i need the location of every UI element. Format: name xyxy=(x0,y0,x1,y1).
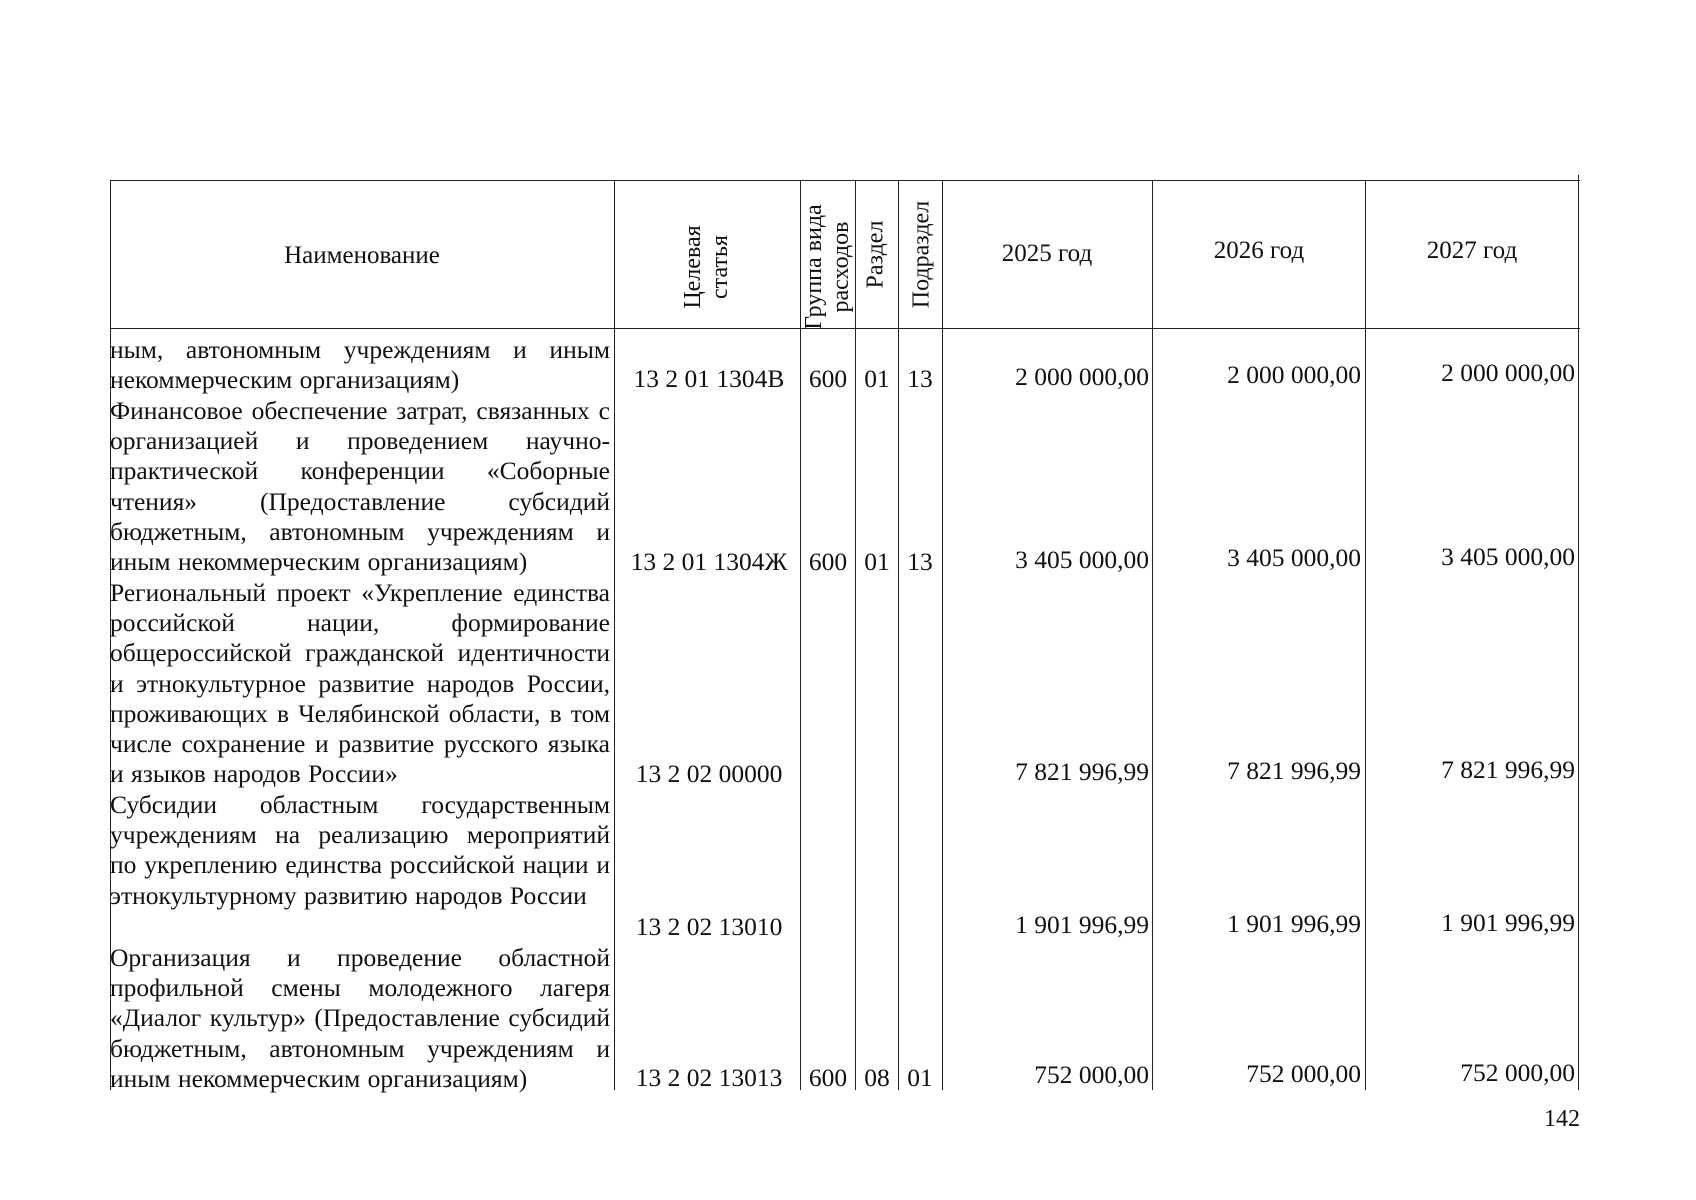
col-border-right xyxy=(1578,175,1579,1090)
row-subsection-5: 01 xyxy=(907,1063,933,1092)
row-group-5: 600 xyxy=(808,1063,848,1092)
row-2026-4: 1 901 996,99 xyxy=(1227,909,1361,938)
row-2027-2: 3 405 000,00 xyxy=(1441,542,1575,571)
row-2026-3: 7 821 996,99 xyxy=(1227,756,1361,785)
header-code: Целевая статья xyxy=(680,225,733,309)
col-border-name xyxy=(614,180,615,1090)
row-group-2: 600 xyxy=(808,547,848,576)
header-2025: 2025 год xyxy=(1001,240,1093,267)
row-code-5: 13 2 02 13013 xyxy=(635,1063,783,1092)
row-2025-4: 1 901 996,99 xyxy=(1015,910,1149,939)
row-2027-4: 1 901 996,99 xyxy=(1441,908,1575,937)
row-name-5: Организация и проведение областной профильной смены молодежного лагеря «Диалог культур» (Предоставление субсидий бюджетным, автономным учреждениям и иным некоммерческим организациям) xyxy=(110,943,610,1093)
row-2027-1: 2 000 000,00 xyxy=(1441,358,1575,387)
header-group: Группа вида расходов xyxy=(801,204,854,330)
page-number: 142 xyxy=(1544,1106,1580,1132)
col-border-subsection xyxy=(942,180,943,1090)
row-code-2: 13 2 01 1304Ж xyxy=(630,547,788,576)
row-code-4: 13 2 02 13010 xyxy=(635,912,783,941)
row-name-2: Финансовое обеспечение затрат, связанных с организацией и проведением научно-практической конференции «Соборные чтения» (Предоставление субсидий бюджетным, автономным учреждениям и иным некоммерческим организациям) xyxy=(110,396,610,577)
row-subsection-2: 13 xyxy=(907,547,933,576)
col-border-2026 xyxy=(1365,180,1366,1090)
row-name-1: ным, автономным учреждениям и иным некоммерческим организациям) xyxy=(110,335,610,395)
row-2026-5: 752 000,00 xyxy=(1246,1059,1361,1088)
row-section-1: 01 xyxy=(864,364,890,393)
header-section: Раздел xyxy=(862,220,889,289)
row-section-5: 08 xyxy=(864,1063,890,1092)
header-subsection: Подраздел xyxy=(908,200,935,309)
row-group-1: 600 xyxy=(808,364,848,393)
row-2025-3: 7 821 996,99 xyxy=(1015,757,1149,786)
row-2026-1: 2 000 000,00 xyxy=(1227,360,1361,389)
row-2027-3: 7 821 996,99 xyxy=(1441,755,1575,784)
table-top-border xyxy=(110,180,1580,181)
row-2025-5: 752 000,00 xyxy=(1034,1060,1149,1089)
row-name-4: Субсидии областным государственным учреждениям на реализацию мероприятий по укреплению единства российской нации и этнокультурному развитию народов России xyxy=(110,790,610,910)
col-border-group xyxy=(855,180,856,1090)
row-code-3: 13 2 02 00000 xyxy=(635,759,783,788)
header-2026: 2026 год xyxy=(1213,237,1305,264)
row-section-2: 01 xyxy=(864,547,890,576)
row-name-3: Региональный проект «Укрепление единства российской нации, формирование общероссийской гражданской идентичности и этнокультурное развитие народов России, проживающих в Челябинской области, в том числе сохранение и развитие русского языка и языков народов России» xyxy=(110,578,610,789)
row-code-1: 13 2 01 1304В xyxy=(633,364,785,393)
header-name: Наименование xyxy=(284,242,440,269)
row-2025-1: 2 000 000,00 xyxy=(1015,362,1149,391)
col-border-section xyxy=(898,180,899,1090)
header-2027: 2027 год xyxy=(1426,237,1518,264)
row-2027-5: 752 000,00 xyxy=(1460,1058,1575,1087)
col-border-2025 xyxy=(1152,180,1153,1090)
row-2026-2: 3 405 000,00 xyxy=(1227,543,1361,572)
row-2025-2: 3 405 000,00 xyxy=(1015,545,1149,574)
row-subsection-1: 13 xyxy=(907,364,933,393)
